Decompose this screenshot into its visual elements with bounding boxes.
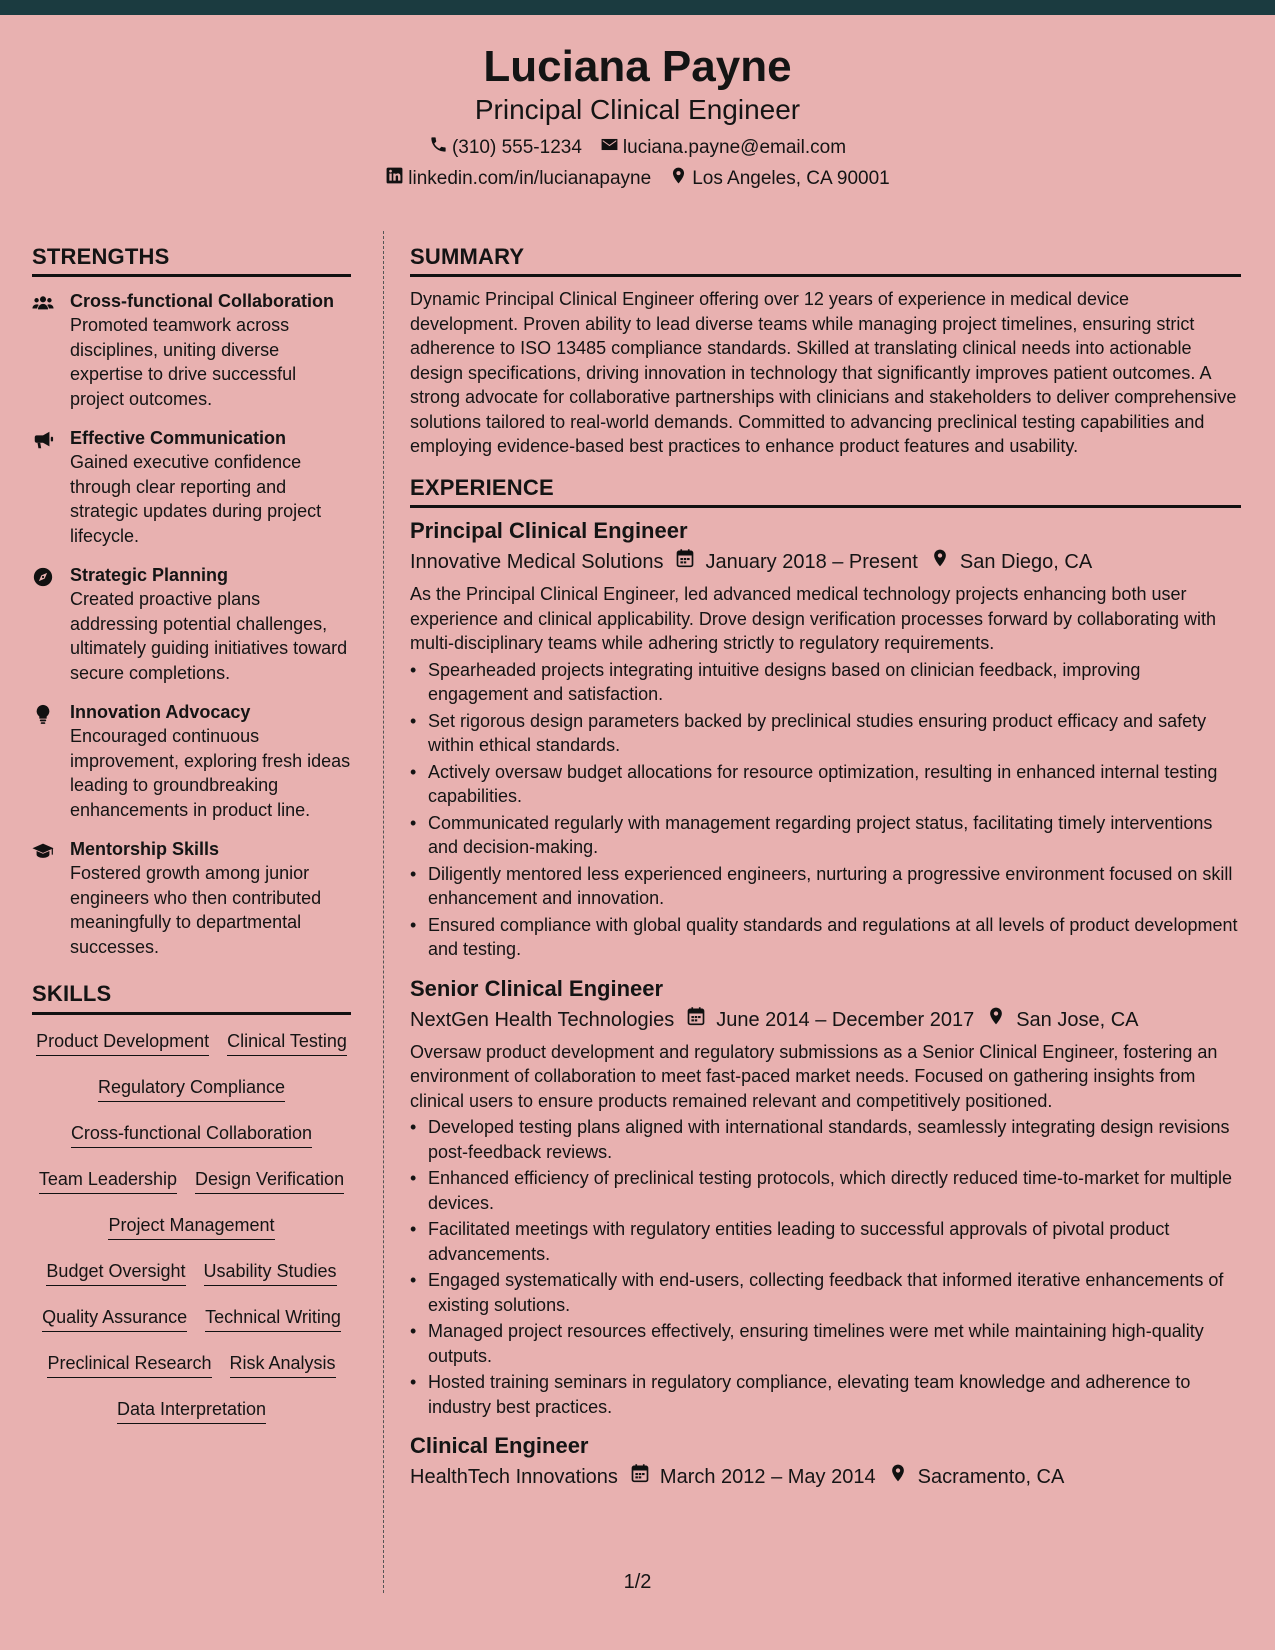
strength-title: Innovation Advocacy — [70, 702, 251, 723]
skill-tag: Team Leadership — [39, 1167, 177, 1194]
job-title: Senior Clinical Engineer — [410, 975, 664, 1001]
email-link[interactable]: luciana.payne@email.com — [622, 136, 847, 158]
map-pin-icon — [876, 1463, 918, 1491]
job-bullet: • Set rigorous design parameters backed by preclinical studies ensuring product efficacy and safety within ethical standards. — [410, 709, 1241, 758]
job-bullet: • Engaged systematically with end-users, collecting feedback that informed iterative enhancements of existing solutions. — [410, 1268, 1241, 1317]
company-name: HealthTech Innovations — [410, 1466, 618, 1489]
job-title: Principal Clinical Engineer — [410, 518, 688, 544]
job-description: Oversaw product development and regulatory submissions as a Senior Clinical Engineer, fostering an environment of collaboration to meet fast-paced market needs. Focused on gathering insights from clinical users to ensure products remained relevant and competitively positioned. — [410, 1041, 1218, 1111]
left-column — [32, 244, 351, 1443]
map-pin-icon — [918, 548, 960, 576]
users-icon — [32, 289, 70, 411]
linkedin-icon — [385, 166, 404, 192]
skills-list — [32, 1029, 351, 1443]
strength-title: Effective Communication — [70, 428, 287, 449]
strength-description: Promoted teamwork across disciplines, uniting diverse expertise to drive successful project outcomes. — [70, 315, 297, 409]
company-name: Innovative Medical Solutions — [410, 551, 664, 574]
resume-header — [0, 15, 1275, 205]
map-pin-icon — [974, 1006, 1016, 1034]
graduation-cap-icon — [32, 837, 70, 959]
job-title: Clinical Engineer — [410, 1433, 589, 1459]
job-description: As the Principal Clinical Engineer, led advanced medical technology projects enhancing both user experience and clinical applicability. Drove design verification processes forward by collaborating with multi-disciplinary teams while adhering strictly to regulatory requirements. — [410, 584, 1217, 654]
skill-tag: Usability Studies — [204, 1259, 337, 1286]
job-bullet: • Enhanced efficiency of preclinical testing protocols, which directly reduced time-to-market for multiple devices. — [410, 1166, 1241, 1215]
candidate-name: Luciana Payne — [483, 42, 792, 91]
contact-phone — [429, 135, 582, 161]
contact-location — [669, 166, 890, 192]
skill-tag: Quality Assurance — [42, 1305, 187, 1332]
strength-item — [32, 563, 351, 685]
strength-description: Created proactive plans addressing potential challenges, ultimately guiding initiatives toward secure completions. — [70, 589, 348, 683]
job-bullet: • Actively oversaw budget allocations for resource optimization, resulting in enhanced internal testing capabilities. — [410, 760, 1241, 809]
calendar-icon — [674, 1006, 716, 1034]
compass-icon — [32, 563, 70, 685]
contact-email — [600, 135, 846, 161]
calendar-icon — [618, 1463, 660, 1491]
job-bullet: • Spearheaded projects integrating intuitive designs based on clinician feedback, improving engagement and satisfaction. — [410, 658, 1241, 707]
job-dates: January 2018 – Present — [705, 551, 918, 574]
experience-heading: EXPERIENCE — [410, 475, 1241, 508]
skills-heading: SKILLS — [32, 981, 351, 1014]
column-divider — [383, 231, 384, 1593]
job-bullet: • Hosted training seminars in regulatory compliance, elevating team knowledge and adherence to industry best practices. — [410, 1370, 1241, 1419]
strength-title: Strategic Planning — [70, 565, 229, 586]
job-bullet: • Developed testing plans aligned with international standards, seamlessly integrating design revisions post-feedback reviews. — [410, 1115, 1241, 1164]
job-location: Sacramento, CA — [917, 1466, 1065, 1489]
contact-linkedin — [385, 166, 651, 192]
job-bullet: • Facilitated meetings with regulatory entities leading to successful approvals of pivotal product advancements. — [410, 1217, 1241, 1266]
job-entry — [410, 976, 1241, 1420]
job-bullets — [410, 1115, 1241, 1419]
job-entry — [410, 518, 1241, 962]
job-meta — [410, 1463, 1241, 1491]
map-pin-icon — [669, 166, 688, 192]
job-bullet: • Managed project resources effectively, ensuring timelines were met while maintaining high-quality outputs. — [410, 1319, 1241, 1368]
contact-row-1 — [0, 135, 1275, 161]
phone-text: (310) 555-1234 — [451, 136, 582, 158]
strengths-list — [32, 289, 351, 959]
megaphone-icon — [32, 426, 70, 548]
skill-tag: Preclinical Research — [47, 1351, 211, 1378]
job-location: San Diego, CA — [959, 551, 1093, 574]
lightbulb-icon — [32, 700, 70, 822]
strength-description: Gained executive confidence through clear reporting and strategic updates during project lifecycle. — [70, 452, 322, 546]
job-bullet: • Communicated regularly with management regarding project status, facilitating timely interventions and decision-making. — [410, 811, 1241, 860]
phone-icon — [429, 135, 448, 161]
skill-tag: Design Verification — [195, 1167, 344, 1194]
location-text: Los Angeles, CA 90001 — [692, 167, 890, 189]
strength-item — [32, 700, 351, 822]
strength-title: Mentorship Skills — [70, 839, 220, 860]
summary-text: Dynamic Principal Clinical Engineer offering over 12 years of experience in medical device development. Proven ability to lead diverse teams while managing project timelines, ensuring strict adherence to ISO 13485 compliance standards. Skilled at translating clinical needs into actionable design specifications, driving innovation in technology that significantly improves patient outcomes. A strong advocate for collaborative partnerships with clinicians and stakeholders to deliver comprehensive solutions tailored to real-world demands. Committed to advancing preclinical testing capabilities and employing evidence-based best practices to enhance product features and usability. — [410, 289, 1237, 457]
calendar-icon — [663, 548, 705, 576]
job-bullets — [410, 658, 1241, 962]
job-dates: June 2014 – December 2017 — [716, 1008, 975, 1031]
skill-tag: Project Management — [108, 1213, 274, 1240]
strength-description: Fostered growth among junior engineers who then contributed meaningfully to departmental successes. — [70, 863, 322, 957]
job-meta — [410, 548, 1241, 576]
top-bar — [0, 0, 1275, 15]
strength-item — [32, 426, 351, 548]
skill-tag: Cross-functional Collaboration — [71, 1121, 312, 1148]
strength-item — [32, 837, 351, 959]
summary-heading: SUMMARY — [410, 244, 1241, 277]
contact-row-2 — [0, 166, 1275, 192]
job-bullet: • Ensured compliance with global quality standards and regulations at all levels of product development and testing. — [410, 913, 1241, 962]
job-location: San Jose, CA — [1016, 1008, 1139, 1031]
strength-description: Encouraged continuous improvement, exploring fresh ideas leading to groundbreaking enhancements in product line. — [70, 726, 351, 820]
skill-tag: Clinical Testing — [227, 1029, 347, 1056]
skill-tag: Product Development — [36, 1029, 209, 1056]
candidate-title: Principal Clinical Engineer — [474, 94, 801, 125]
skill-tag: Budget Oversight — [46, 1259, 185, 1286]
strength-item — [32, 289, 351, 411]
skill-tag: Regulatory Compliance — [98, 1075, 285, 1102]
company-name: NextGen Health Technologies — [410, 1008, 675, 1031]
job-dates: March 2012 – May 2014 — [659, 1466, 876, 1489]
job-bullet: • Diligently mentored less experienced engineers, nurturing a progressive environment focused on skill enhancement and innovation. — [410, 862, 1241, 911]
strength-title: Cross-functional Collaboration — [70, 291, 335, 312]
job-entry — [410, 1433, 1241, 1491]
job-meta — [410, 1006, 1241, 1034]
strengths-heading: STRENGTHS — [32, 244, 351, 277]
linkedin-link[interactable]: linkedin.com/in/lucianapayne — [408, 167, 652, 189]
skill-tag: Technical Writing — [205, 1305, 341, 1332]
skill-tag: Data Interpretation — [117, 1397, 266, 1424]
page-number: 1/2 — [623, 1571, 652, 1593]
envelope-icon — [600, 135, 619, 161]
right-column — [410, 244, 1241, 1491]
skill-tag: Risk Analysis — [230, 1351, 336, 1378]
